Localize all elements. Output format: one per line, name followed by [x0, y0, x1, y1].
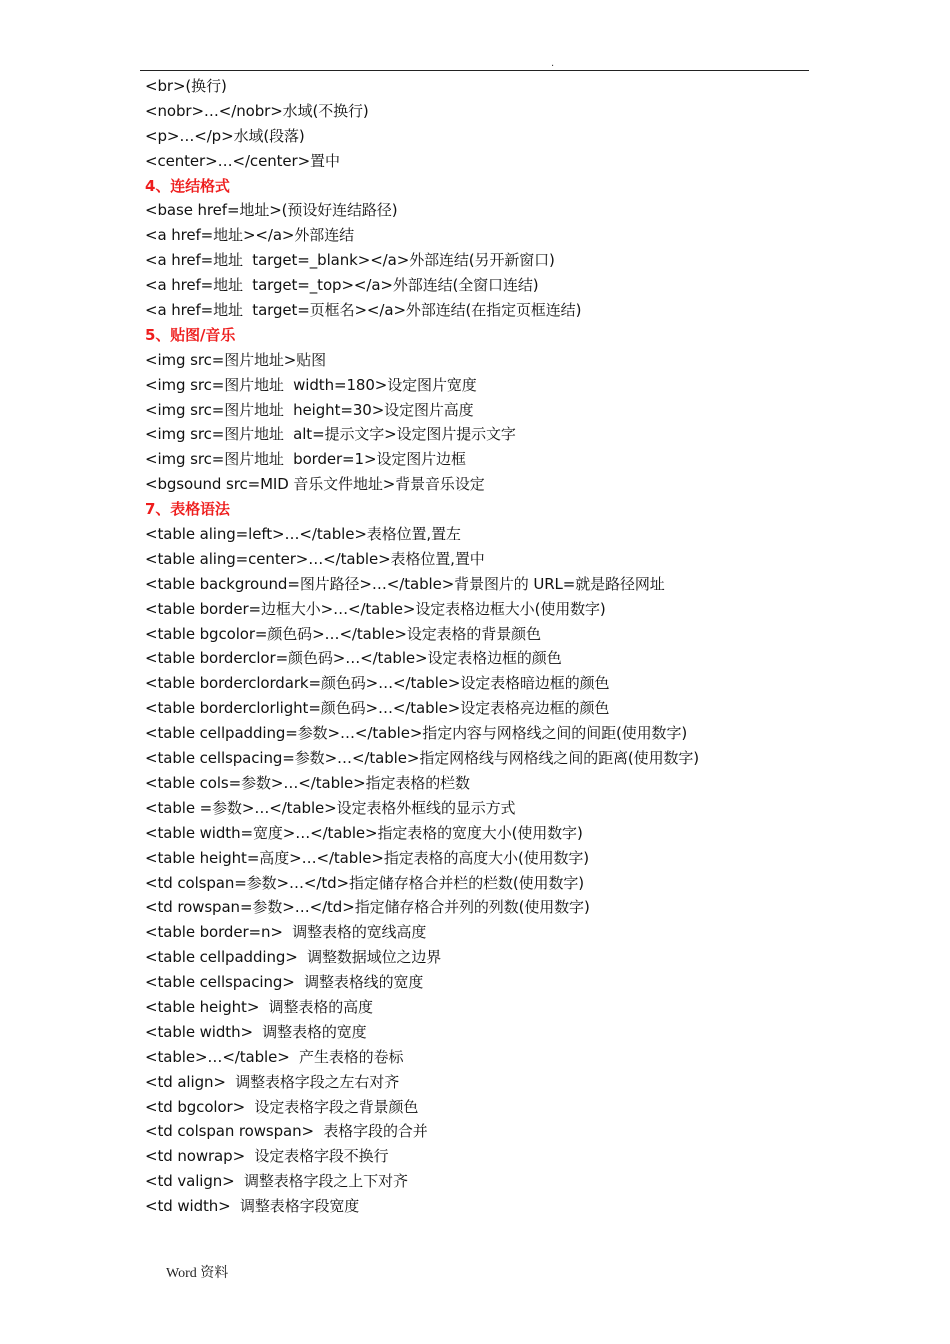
- text-line: <img src=图片地址 alt=提示文字>设定图片提示文字: [145, 425, 516, 444]
- text-line: <table border=n> 调整表格的宽线高度: [145, 923, 427, 942]
- text-line: <td colspan=参数>…</td>指定储存格合并栏的栏数(使用数字): [145, 873, 585, 892]
- text-line: <a href=地址 target=页框名></a>外部连结(在指定页框连结): [145, 301, 582, 320]
- text-line: <img src=图片地址 width=180>设定图片宽度: [145, 375, 477, 394]
- text-line: <table bgcolor=颜色码>…</table>设定表格的背景颜色: [145, 624, 541, 643]
- text-line: <table background=图片路径>…</table>背景图片的 URL=就是路径网址: [145, 574, 665, 593]
- text-line: <a href=地址 target=_top></a>外部连结(全窗口连结): [145, 276, 539, 295]
- text-line: <table borderclorlight=颜色码>…</table>设定表格亮边框的颜色: [145, 699, 610, 718]
- text-line: <table>…</table> 产生表格的卷标: [145, 1047, 404, 1066]
- text-line: <bgsound src=MID 音乐文件地址>背景音乐设定: [145, 475, 485, 494]
- section-heading: 5、贴图/音乐: [145, 325, 236, 344]
- text-line: <img src=图片地址 border=1>设定图片边框: [145, 450, 466, 469]
- text-line: <a href=地址 target=_blank></a>外部连结(另开新窗口): [145, 251, 555, 270]
- document-body: [145, 74, 805, 1219]
- text-line: <table width> 调整表格的宽度: [145, 1022, 367, 1041]
- text-line: <td bgcolor> 设定表格字段之背景颜色: [145, 1097, 419, 1116]
- text-line: <td align> 调整表格字段之左右对齐: [145, 1072, 400, 1091]
- text-line: <table cols=参数>…</table>指定表格的栏数: [145, 773, 470, 792]
- text-line: <p>…</p>水域(段落): [145, 126, 305, 145]
- text-line: <td valign> 调整表格字段之上下对齐: [145, 1172, 408, 1191]
- text-line: <table aling=left>…</table>表格位置,置左: [145, 525, 461, 544]
- text-line: <nobr>…</nobr>水域(不换行): [145, 101, 369, 120]
- text-line: <table cellpadding=参数>…</table>指定内容与网格线之间的间距(使用数字): [145, 724, 688, 743]
- footer-label: Word 资料: [166, 1266, 229, 1281]
- text-line: <td nowrap> 设定表格字段不换行: [145, 1147, 389, 1166]
- text-line: <table =参数>…</table>设定表格外框线的显示方式: [145, 798, 516, 817]
- text-line: <table width=宽度>…</table>指定表格的宽度大小(使用数字): [145, 823, 583, 842]
- text-line: <table borderclordark=颜色码>…</table>设定表格暗边框的颜色: [145, 674, 610, 693]
- text-line: <br>(换行): [145, 77, 227, 95]
- text-line: <img src=图片地址 height=30>设定图片高度: [145, 400, 474, 419]
- text-line: <table border=边框大小>…</table>设定表格边框大小(使用数字): [145, 599, 606, 618]
- header-rule: [140, 70, 809, 71]
- text-line: <table cellpadding> 调整数据域位之边界: [145, 948, 442, 967]
- text-line: <table height=高度>…</table>指定表格的高度大小(使用数字): [145, 848, 590, 867]
- text-line: <table height> 调整表格的高度: [145, 997, 373, 1016]
- text-line: <base href=地址>(预设好连结路径): [145, 201, 398, 220]
- text-line: <td rowspan=参数>…</td>指定储存格合并列的列数(使用数字): [145, 898, 590, 917]
- text-line: <center>…</center>置中: [145, 151, 340, 170]
- text-line: <td colspan rowspan> 表格字段的合并: [145, 1122, 428, 1141]
- section-heading: 7、表格语法: [145, 500, 230, 519]
- text-line: <td width> 调整表格字段宽度: [145, 1197, 360, 1216]
- header-mark: .: [551, 58, 555, 69]
- text-line: <table cellspacing> 调整表格线的宽度: [145, 973, 424, 992]
- text-line: <a href=地址></a>外部连结: [145, 226, 355, 245]
- section-heading: 4、连结格式: [145, 176, 230, 195]
- text-line: <table aling=center>…</table>表格位置,置中: [145, 549, 485, 568]
- text-line: <table cellspacing=参数>…</table>指定网格线与网格线之间的距离(使用数字): [145, 749, 700, 768]
- text-line: <table borderclor=颜色码>…</table>设定表格边框的颜色: [145, 649, 562, 668]
- text-line: <img src=图片地址>贴图: [145, 350, 327, 369]
